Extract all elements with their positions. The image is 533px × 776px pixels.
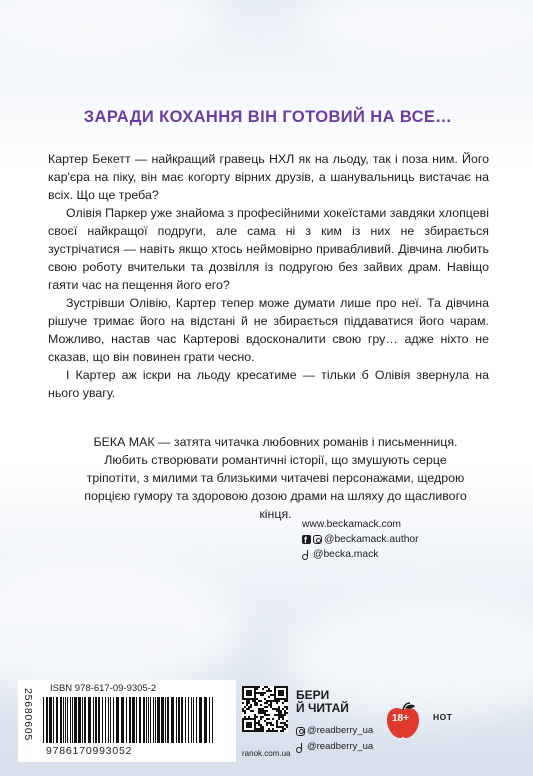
- tiktok-icon: [296, 743, 304, 752]
- blurb-paragraph: Олівія Паркер уже знайома з професійними хокеїстами завдяки хлопцеві своєї найкращої подруги, але сама ні з ким із них не збирається зустрічатися — навіть якщо хтось неймовірно привабливий. Дівчина любить свою роботу вчительки та дозвілля із подругою без зайвих драм. Навіщо гаяти час на пещення його его?: [48, 206, 489, 292]
- headline: ЗАРАДИ КОХАННЯ ВІН ГОТОВИЙ НА ВСЕ…: [83, 108, 453, 126]
- barcode-side-digits: 25680605: [22, 688, 34, 742]
- author-tiktok-handle[interactable]: @becka.mack: [313, 549, 379, 560]
- blurb-paragraph: Зустрівши Олівію, Картер тепер може думати лише про неї. Та дівчина рішуче тримає його на відстані й не збирається піддаватися його чарам. Можливо, настав час Картерові вдосконалити свою гру… адже ніхто не сказав, що він повинен грати чесно.: [48, 296, 489, 364]
- author-bio: БЕКА МАК — затята читачка любовних романів і письменниця. Любить створювати романтичні історії, що змушують серце тріпотіти, з милими та близькими читачеві персонажами, щедрою порцією гумору та здоровою дозою драми на шляху до щасливого кінця.: [84, 435, 467, 521]
- facebook-icon: [302, 535, 311, 544]
- author-website-row[interactable]: [302, 517, 419, 532]
- barcode-box: [18, 680, 236, 762]
- instagram-icon: [313, 535, 322, 544]
- tiktok-icon: [302, 550, 310, 559]
- qr-code[interactable]: [242, 686, 288, 732]
- hot-tag: HOT: [433, 712, 453, 722]
- cloud-decoration: [0, 0, 220, 60]
- publisher-brand-line: БЕРИ: [296, 688, 330, 702]
- cloud-decoration: [0, 560, 240, 700]
- barcode-digits: 9786170993052: [46, 745, 133, 757]
- publisher-brand: [296, 689, 349, 715]
- barcode: [43, 697, 213, 743]
- author-website[interactable]: www.beckamack.com: [302, 519, 401, 530]
- instagram-icon: [296, 727, 305, 736]
- age-rating: 18+: [392, 713, 409, 724]
- blurb-text: [48, 150, 489, 402]
- cloud-decoration: [300, 0, 533, 60]
- publisher-brand-line: Й ЧИТАЙ: [296, 701, 349, 715]
- publisher-tiktok[interactable]: @readberry_ua: [307, 741, 374, 752]
- blurb-paragraph: Картер Бекетт — найкращий гравець НХЛ як на льоду, так і поза ним. Його кар'єра на піку, він має когорту вірних друзів, а шанувальниць вистачає на всіх. Що ще треба?: [48, 152, 489, 202]
- blurb-paragraph: І Картер аж іскри на льоду кресатиме — тільки б Олівія звернула на нього увагу.: [48, 368, 489, 400]
- author-facebook-row[interactable]: [302, 532, 419, 547]
- publisher-tiktok-row[interactable]: [296, 739, 373, 755]
- author-tiktok-row[interactable]: [302, 547, 419, 562]
- publisher-instagram[interactable]: @readberry_ua: [307, 725, 374, 736]
- isbn-label: ISBN 978-617-09-9305-2: [50, 683, 157, 694]
- publisher-social: [296, 723, 373, 755]
- author-facebook-handle[interactable]: @beckamack.author: [324, 534, 419, 545]
- author-links: [302, 517, 419, 562]
- publisher-url[interactable]: ranok.com.ua: [242, 749, 291, 758]
- publisher-instagram-row[interactable]: [296, 723, 373, 739]
